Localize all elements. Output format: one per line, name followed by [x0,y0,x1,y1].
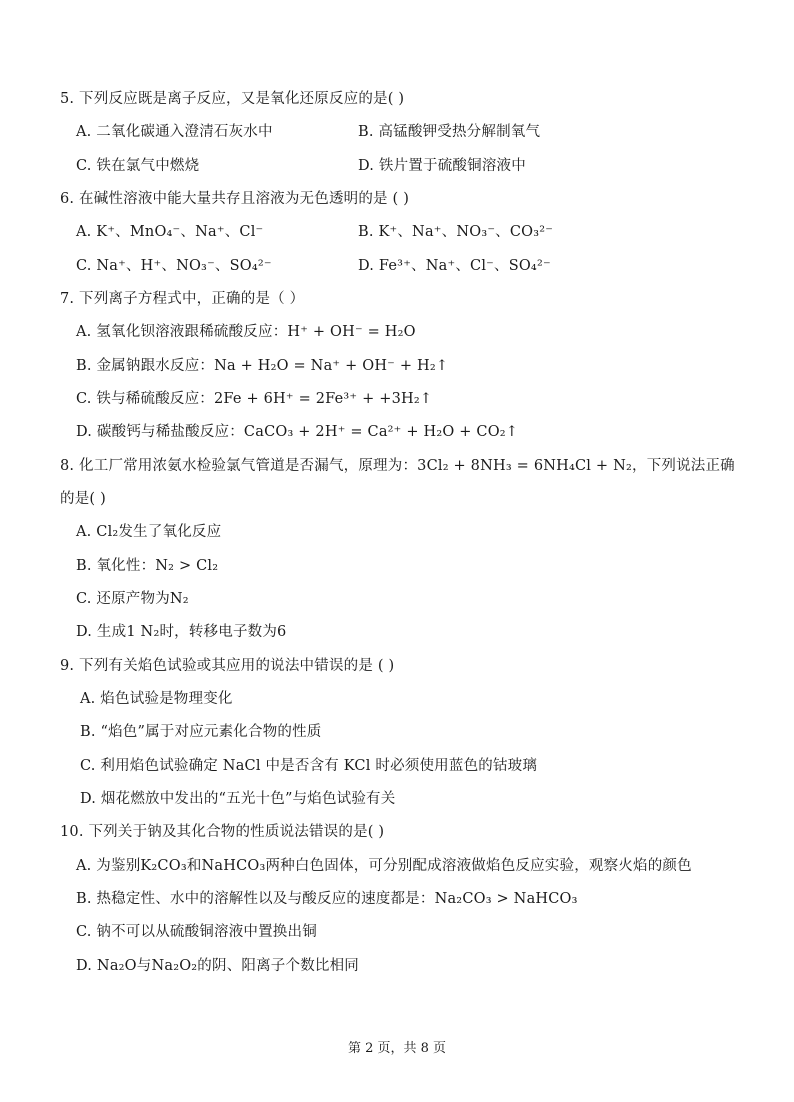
question-8-option-c: C. 还原产物为N₂ [76,591,189,607]
question-6-option-a: A. K⁺、MnO₄⁻、Na⁺、Cl⁻ [76,224,264,240]
question-7-option-c: C. 铁与稀硫酸反应：2Fe + 6H⁺ = 2Fe³⁺ + +3H₂↑ [76,391,433,407]
question-10-option-b: B. 热稳定性、水中的溶解性以及与酸反应的速度都是：Na₂CO₃ > NaHCO₃ [76,891,578,907]
question-10-option-d: D. Na₂O与Na₂O₂的阴、阳离子个数比相同 [76,958,360,974]
question-5-option-b: B. 高锰酸钾受热分解制氧气 [358,124,541,140]
question-5-option-a: A. 二氧化碳通入澄清石灰水中 [76,124,273,140]
question-9-stem: 9. 下列有关焰色试验或其应用的说法中错误的是 ( ) [60,658,395,674]
question-8-option-b: B. 氧化性：N₂ > Cl₂ [76,558,219,574]
question-8-stem-line-2: 的是( ) [60,491,106,507]
question-5-stem: 5. 下列反应既是离子反应，又是氧化还原反应的是( ) [60,91,405,107]
question-7-option-b: B. 金属钠跟水反应：Na + H₂O = Na⁺ + OH⁻ + H₂↑ [76,358,449,374]
question-9-option-b: B. “焰色”属于对应元素化合物的性质 [80,724,322,740]
question-6-option-c: C. Na⁺、H⁺、NO₃⁻、SO₄²⁻ [76,258,272,274]
question-6-option-b: B. K⁺、Na⁺、NO₃⁻、CO₃²⁻ [358,224,554,240]
question-7-option-d: D. 碳酸钙与稀盐酸反应：CaCO₃ + 2H⁺ = Ca²⁺ + H₂O + CO₂↑ [76,424,519,440]
question-5-option-d: D. 铁片置于硫酸铜溶液中 [358,158,526,174]
question-6-stem: 6. 在碱性溶液中能大量共存且溶液为无色透明的是 ( ) [60,191,410,207]
question-8-option-d: D. 生成1 N₂时，转移电子数为6 [76,624,287,640]
question-10-stem: 10. 下列关于钠及其化合物的性质说法错误的是( ) [60,824,385,840]
question-8-stem-line-1: 8. 化工厂常用浓氨水检验氯气管道是否漏气，原理为：3Cl₂ + 8NH₃ = 6NH₄Cl + N₂，下列说法正确 [60,458,735,474]
question-10-option-a: A. 为鉴别K₂CO₃和NaHCO₃两种白色固体，可分别配成溶液做焰色反应实验，观察火焰的颜色 [76,858,692,874]
question-9-option-a: A. 焰色试验是物理变化 [80,691,233,707]
question-7-stem: 7. 下列离子方程式中，正确的是（ ） [60,291,305,307]
question-10-option-c: C. 钠不可以从硫酸铜溶液中置换出铜 [76,924,317,940]
question-6-option-d: D. Fe³⁺、Na⁺、Cl⁻、SO₄²⁻ [358,258,551,274]
question-9-option-c: C. 利用焰色试验确定 NaCl 中是否含有 KCl 时必须使用蓝色的钴玻璃 [80,758,538,774]
question-8-option-a: A. Cl₂发生了氧化反应 [76,524,222,540]
question-5-option-c: C. 铁在氯气中燃烧 [76,158,200,174]
question-9-option-d: D. 烟花燃放中发出的“五光十色”与焰色试验有关 [80,791,396,807]
question-7-option-a: A. 氢氧化钡溶液跟稀硫酸反应：H⁺ + OH⁻ = H₂O [76,324,416,340]
page-number-footer: 第 2 页，共 8 页 [347,1041,447,1056]
